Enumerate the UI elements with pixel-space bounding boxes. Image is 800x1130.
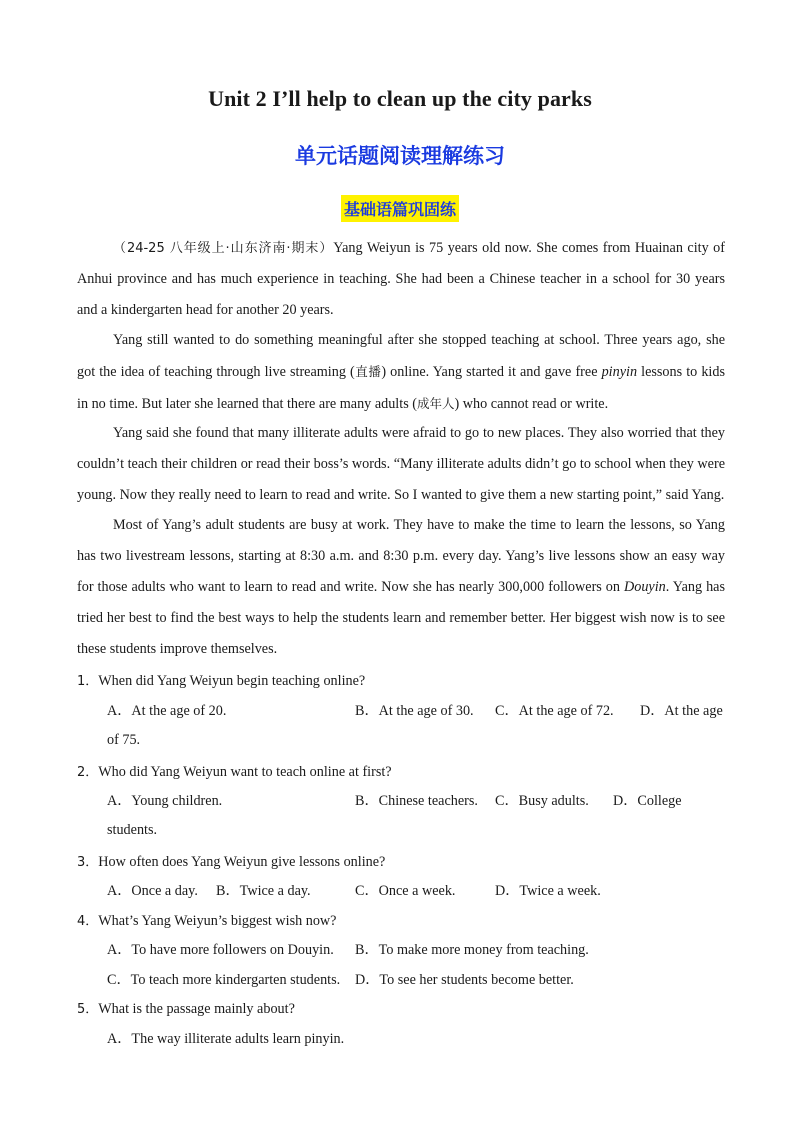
paragraph-4-text-b: . Yang has tried her best to find the best ways to help the students learn and remember better. Her biggest wish now is to see these students improve themselves. bbox=[77, 579, 725, 657]
option-b[interactable]: B．At the age of 30. bbox=[355, 703, 474, 719]
option-d-continuation: of 75. bbox=[107, 732, 141, 748]
passage-paragraph-3: Yang said she found that many illiterate adults were afraid to go to new places. They also worried that they couldn’t teach their children or read their boss’s words. “Many illiterate adults didn’t go to school when they were young. Now they really need to learn to read and write. So I wanted to give them a new starting point,” said Yang. bbox=[77, 425, 725, 503]
page-title: Unit 2 I’ll help to clean up the city parks bbox=[208, 86, 592, 111]
question-text: When did Yang Weiyun begin teaching online? bbox=[98, 673, 366, 689]
paragraph-2-text-a: Yang still wanted to do something meaningful after she stopped teaching at school. Three years ago, she got the idea of teaching through live streaming ( bbox=[77, 332, 725, 380]
question-4 bbox=[77, 910, 737, 930]
source-label: （24-25 八年级上·山东济南·期末） bbox=[113, 241, 334, 256]
option-c[interactable]: C．To teach more kindergarten students. bbox=[107, 972, 341, 988]
option-d[interactable]: D．To see her students become better. bbox=[355, 972, 574, 988]
question-text: What is the passage mainly about? bbox=[98, 1001, 295, 1017]
question-3 bbox=[77, 851, 737, 871]
question-5 bbox=[77, 998, 737, 1018]
section-heading-wrap bbox=[0, 195, 800, 222]
passage-paragraph-4 bbox=[77, 510, 725, 665]
pinyin-term: pinyin bbox=[601, 364, 638, 380]
passage-paragraph-2 bbox=[77, 325, 725, 420]
question-number: 4． bbox=[77, 914, 99, 929]
option-d[interactable]: D．College bbox=[613, 793, 682, 809]
question-text: What’s Yang Weiyun’s biggest wish now? bbox=[98, 913, 337, 929]
passage-paragraph-1 bbox=[77, 233, 725, 326]
option-d[interactable]: D．Twice a week. bbox=[495, 883, 601, 899]
paragraph-2-text-d: ) who cannot read or write. bbox=[454, 396, 609, 412]
question-text: How often does Yang Weiyun give lessons online? bbox=[98, 854, 386, 870]
question-number: 1． bbox=[77, 674, 99, 689]
option-a[interactable]: A．The way illiterate adults learn pinyin. bbox=[107, 1031, 345, 1047]
gloss-live-streaming: 直播 bbox=[354, 364, 382, 379]
section-heading: 基础语篇巩固练 bbox=[341, 195, 459, 222]
option-a[interactable]: A．At the age of 20. bbox=[107, 703, 227, 719]
option-c[interactable]: C．Once a week. bbox=[355, 883, 456, 899]
option-b[interactable]: B．Twice a day. bbox=[216, 883, 311, 899]
option-b[interactable]: B．Chinese teachers. bbox=[355, 793, 478, 809]
gloss-adults: 成年人 bbox=[417, 396, 455, 411]
option-a[interactable]: A．Once a day. bbox=[107, 883, 198, 899]
option-d[interactable]: D．At the age bbox=[640, 703, 723, 719]
question-number: 3． bbox=[77, 855, 99, 870]
paragraph-2-text-b: ) online. Yang started it and gave free bbox=[381, 364, 602, 380]
question-number: 5． bbox=[77, 1002, 99, 1017]
page-subtitle: 单元话题阅读理解练习 bbox=[295, 144, 505, 168]
option-a[interactable]: A．Young children. bbox=[107, 793, 223, 809]
question-number: 2． bbox=[77, 765, 99, 780]
option-b[interactable]: B．To make more money from teaching. bbox=[355, 942, 589, 958]
paragraph-4-text-a: Most of Yang’s adult students are busy at work. They have to make the time to learn the lessons, so Yang has two livestream lessons, starting at 8:30 a.m. and 8:30 p.m. every day. Yang’s live lessons show an easy way for those adults who want to learn to read and write. Now she has nearly 300,000 followers on bbox=[77, 517, 725, 595]
option-c[interactable]: C．At the age of 72. bbox=[495, 703, 614, 719]
question-2 bbox=[77, 761, 737, 781]
option-d-continuation: students. bbox=[107, 822, 158, 838]
douyin-term: Douyin bbox=[623, 579, 666, 595]
question-1 bbox=[77, 670, 737, 690]
option-a[interactable]: A．To have more followers on Douyin. bbox=[107, 942, 334, 958]
option-c[interactable]: C．Busy adults. bbox=[495, 793, 589, 809]
question-text: Who did Yang Weiyun want to teach online at first? bbox=[98, 764, 392, 780]
paragraph-2-text-c: lessons to kids in no time. But later she learned that there are many adults ( bbox=[77, 364, 725, 412]
paragraph-1-text: Yang Weiyun is 75 years old now. She comes from Huainan city of Anhui province and has much experience in teaching. She had been a Chinese teacher in a school for 30 years and a kindergarten head for another 20 years. bbox=[77, 240, 725, 318]
